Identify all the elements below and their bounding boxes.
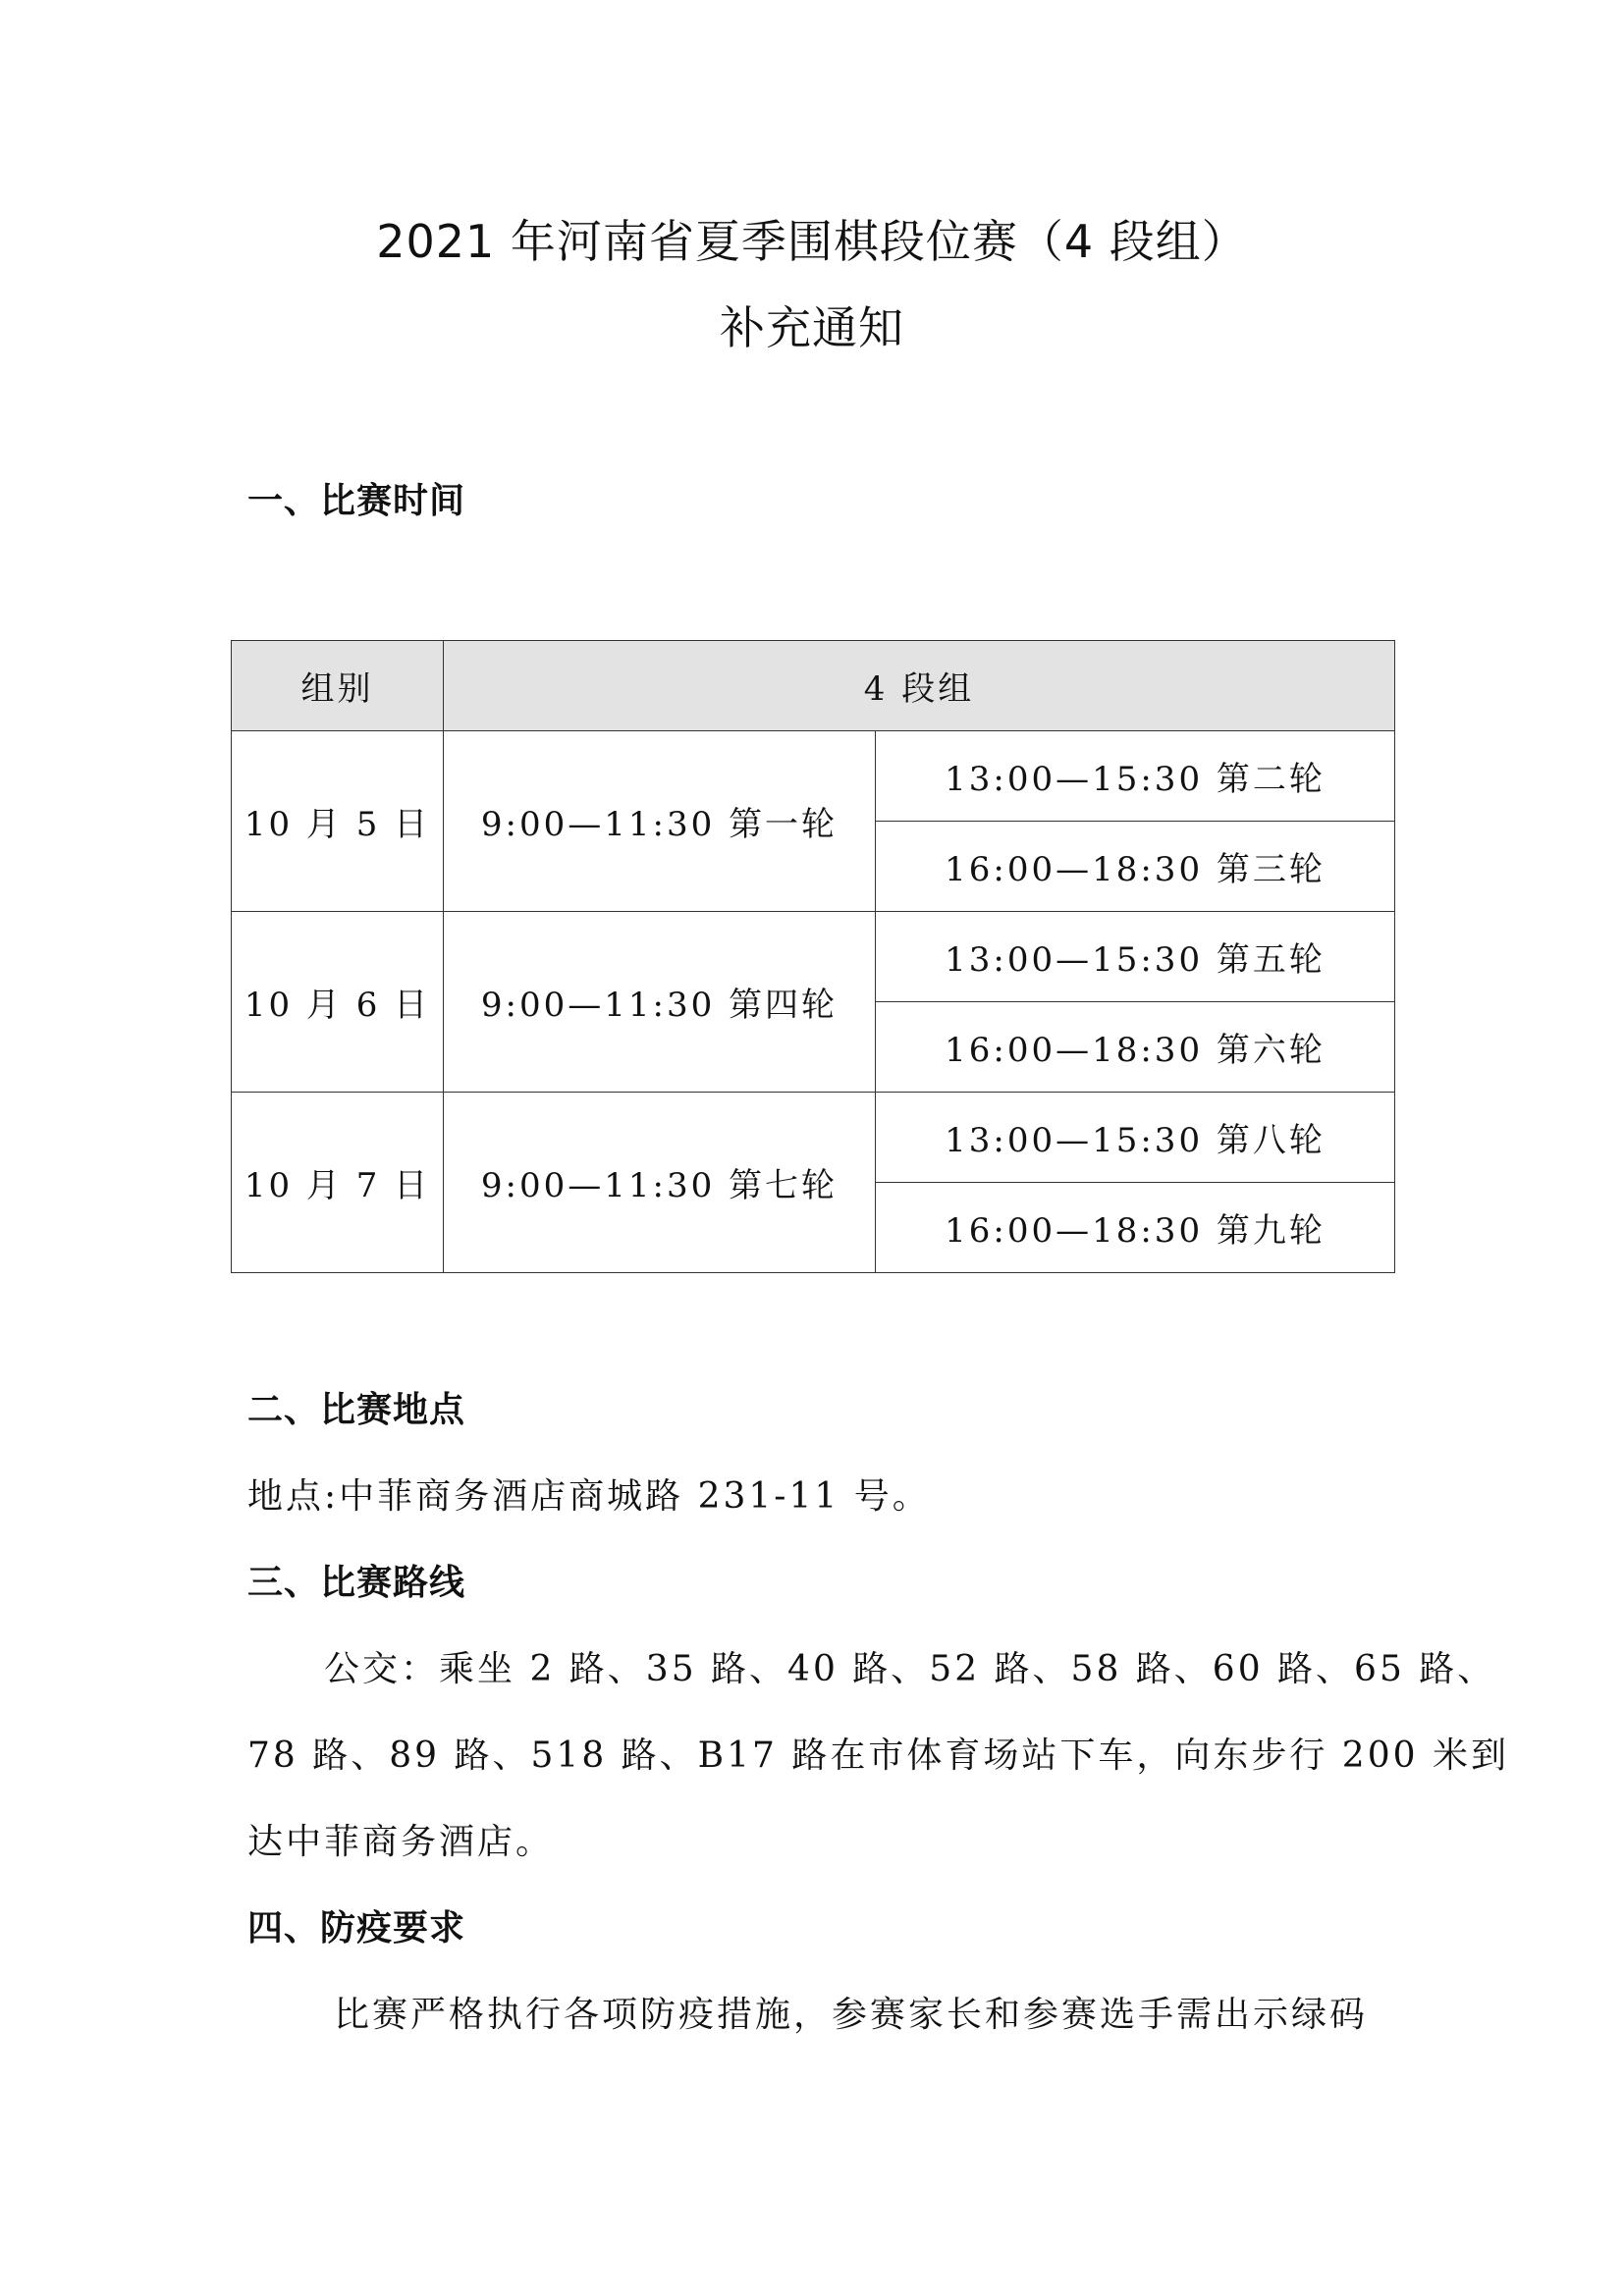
- afternoon-round-cell: 13:00—15:30 第二轮: [876, 731, 1395, 822]
- table-row: [232, 912, 1395, 1002]
- route-text-line1: 公交：乘坐 2 路、35 路、40 路、52 路、58 路、60 路、65 路、: [324, 1649, 1496, 1689]
- evening-round-cell: 16:00—18:30 第九轮: [876, 1183, 1395, 1273]
- section-heading-epidemic: 四、防疫要求: [247, 1908, 466, 1949]
- date-cell: 10 月 5 日: [232, 731, 444, 912]
- afternoon-round-cell: 13:00—15:30 第五轮: [876, 912, 1395, 1002]
- table-row: [232, 1093, 1395, 1183]
- schedule-table: [231, 640, 1395, 1273]
- group-label-cell: 组别: [232, 641, 444, 731]
- section-heading-time: 一、比赛时间: [247, 481, 466, 521]
- route-text-line2: 78 路、89 路、518 路、B17 路在市体育场站下车，向东步行 200 米到: [247, 1735, 1509, 1776]
- section-heading-route: 三、比赛路线: [247, 1563, 466, 1603]
- group-value-cell: 4 段组: [444, 641, 1395, 731]
- morning-round-cell: 9:00—11:30 第四轮: [444, 912, 876, 1093]
- evening-round-cell: 16:00—18:30 第六轮: [876, 1002, 1395, 1093]
- table-header-row: [232, 641, 1395, 731]
- morning-round-cell: 9:00—11:30 第一轮: [444, 731, 876, 912]
- date-cell: 10 月 7 日: [232, 1093, 444, 1273]
- date-cell: 10 月 6 日: [232, 912, 444, 1093]
- venue-text: 地点:中菲商务酒店商城路 231-11 号。: [247, 1476, 931, 1517]
- route-text-line3: 达中菲商务酒店。: [247, 1822, 555, 1862]
- morning-round-cell: 9:00—11:30 第七轮: [444, 1093, 876, 1273]
- afternoon-round-cell: 13:00—15:30 第八轮: [876, 1093, 1395, 1183]
- document-subtitle: 补充通知: [720, 301, 904, 354]
- evening-round-cell: 16:00—18:30 第三轮: [876, 822, 1395, 912]
- document-title: 2021 年河南省夏季围棋段位赛（4 段组）: [376, 215, 1248, 268]
- section-heading-venue: 二、比赛地点: [247, 1390, 466, 1430]
- table-row: [232, 731, 1395, 822]
- epidemic-text-line1: 比赛严格执行各项防疫措施，参赛家长和参赛选手需出示绿码: [334, 1995, 1369, 2035]
